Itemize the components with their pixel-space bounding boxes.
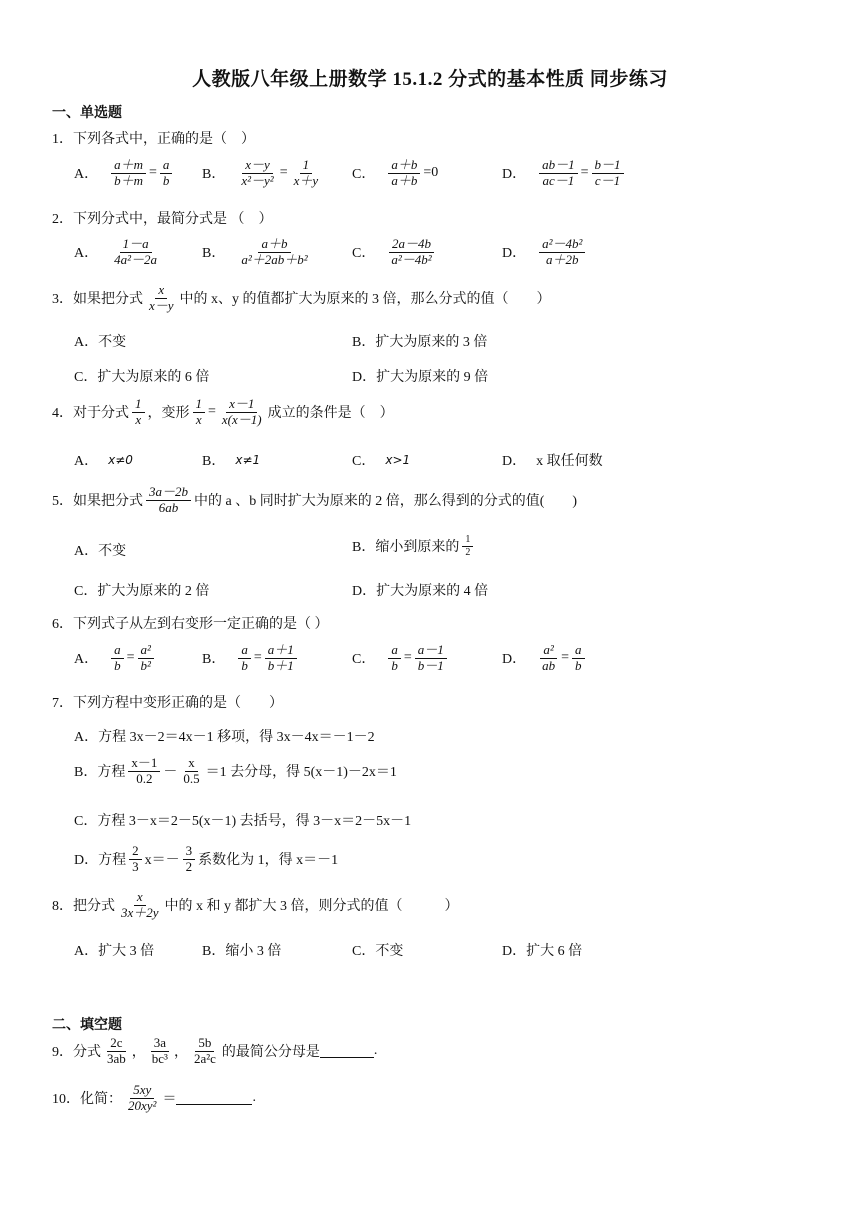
fraction: $\frac{x}{3x+2y}$ — [121, 889, 159, 920]
option-label: B． — [202, 167, 226, 183]
option-label: A． — [74, 246, 99, 262]
option-text: D．方程 — [74, 853, 127, 869]
equals-sign: = — [149, 165, 157, 181]
answer-blank[interactable] — [320, 1045, 374, 1058]
fraction: $\frac{3a}{\text{bc³}}$ — [151, 1035, 168, 1066]
minus-sign: － — [163, 765, 178, 781]
fraction: $\frac{a}{b}$ — [572, 643, 585, 674]
fraction: $\frac{x}{x-y}$ — [149, 282, 174, 313]
fraction: $\frac{2}{3}$ — [129, 844, 142, 875]
option-label: C． — [352, 454, 376, 469]
q5-option-d[interactable]: D．扩大为原来的 4 倍 — [352, 584, 489, 599]
q1-option-c[interactable] — [352, 158, 438, 189]
fraction: $\frac{b-1}{c-1}$ — [592, 158, 624, 189]
option-label: C． — [352, 167, 376, 183]
option-label: D． — [502, 167, 527, 183]
q6-option-a[interactable]: A． $\frac{a}{b}$ = $\frac{\text{a²}}{\text{b²}}$ — [74, 643, 157, 674]
q4-option-a[interactable] — [74, 450, 133, 470]
q8-option-b[interactable]: B．缩小 3 倍 — [202, 944, 282, 959]
q1-option-d[interactable] — [502, 158, 627, 189]
q6-option-c[interactable]: C． $\frac{a}{b}$ = $\frac{a-1}{b-1}$ — [352, 643, 450, 674]
q4-option-d[interactable] — [502, 450, 603, 470]
option-text: ＝1 去分母，得 5(x－1)－2x＝1 — [205, 765, 397, 781]
q3-option-d[interactable]: D．扩大为原来的 9 倍 — [352, 370, 489, 385]
fraction: $\frac{a+m}{b+m}$ — [111, 158, 146, 189]
q2-option-d[interactable] — [502, 237, 588, 268]
question-8-stem: 8．把分式 $\frac{x}{3x+2y}$ 中的 x 和 y 都扩大 3 倍，则分式的值（ ） — [52, 889, 459, 920]
equals-sign: = — [279, 165, 288, 181]
option-label: A． — [74, 454, 99, 469]
question-4-stem: 4．对于分式 $\frac{1}{x}$ ，变形 $\frac{1}{x}$ = $\frac{x-1}{x(x-1)}$ 成立的条件是（ ） — [52, 396, 394, 427]
q7-option-d[interactable] — [74, 844, 338, 875]
q1-option-b[interactable] — [202, 158, 324, 189]
q8-option-d[interactable]: D．扩大 6 倍 — [502, 944, 583, 959]
equals-zero: =0 — [423, 165, 439, 181]
fraction: $\frac{1}{x}$ — [132, 397, 145, 428]
option-text: x 取任何数 — [536, 454, 603, 469]
option-text: B．方程 — [74, 765, 126, 781]
option-text: B．缩小到原来的 — [352, 540, 460, 555]
option-label: B． — [202, 652, 226, 668]
q4-option-c[interactable] — [352, 450, 410, 470]
fraction: $\frac{1}{x+y}$ — [293, 157, 319, 188]
question-1-stem: 1．下列各式中，正确的是（ ） — [52, 132, 255, 147]
fraction: $\frac{5xy}{\text{20xy²}}$ — [128, 1082, 157, 1113]
fraction: $\frac{ab-1}{ac-1}$ — [539, 158, 578, 189]
q8-option-c[interactable]: C．不变 — [352, 944, 404, 959]
option-label: D． — [502, 652, 527, 668]
fraction: $\frac{1-a}{\text{4a²－2a}}$ — [114, 236, 158, 267]
fraction: $\frac{a+b}{a+b}$ — [388, 158, 420, 189]
fraction: $\frac{a+b}{\text{a²＋2ab＋b²}}$ — [241, 236, 308, 267]
q8-option-a[interactable]: A．扩大 3 倍 — [74, 944, 155, 959]
option-label: D． — [502, 246, 527, 262]
fraction: $\frac{3}{2}$ — [183, 844, 196, 875]
fraction: $\frac{1}{2}$ — [462, 534, 473, 558]
question-7-stem: 7．下列方程中变形正确的是（ ） — [52, 696, 283, 711]
fraction: $\frac{a-1}{b-1}$ — [415, 643, 447, 674]
q2-option-c[interactable] — [352, 237, 438, 268]
option-text: x>1 — [385, 453, 411, 467]
q3-option-c[interactable]: C．扩大为原来的 6 倍 — [74, 370, 210, 385]
fraction: $\frac{a}{b}$ — [388, 643, 401, 674]
fraction: $\frac{x-1}{x(x-1)}$ — [221, 396, 262, 427]
question-9-stem: 9．分式 $\frac{2c}{3ab}$ ， $\frac{3a}{\text{bc³}}$ ， $\frac{5b}{\text{2a²c}}$ 的最简公分母是 . — [52, 1035, 378, 1066]
option-text: 系数化为 1，得 x＝－1 — [198, 853, 339, 869]
q5-option-a[interactable]: A．不变 — [74, 544, 127, 559]
section-heading-fill-blank: 二、填空题 — [52, 1018, 122, 1033]
question-10-stem: 10．化简： $\frac{5xy}{\text{20xy²}}$ ＝ . — [52, 1082, 256, 1113]
fraction: $\frac{a}{b}$ — [160, 158, 173, 189]
option-text: x≠0 — [108, 453, 133, 467]
answer-blank[interactable] — [176, 1092, 252, 1105]
fraction: $\frac{2a-4b}{\text{a²－4b²}}$ — [388, 237, 434, 268]
option-label: A． — [74, 167, 99, 183]
option-label: B． — [202, 454, 226, 469]
fraction: $\frac{5b}{\text{2a²c}}$ — [193, 1035, 216, 1066]
fraction: $\frac{3a-2b}{6ab}$ — [146, 485, 191, 516]
question-3-stem: 3．如果把分式 $\frac{x}{x-y}$ 中的 x、y 的值都扩大为原来的 3 倍，那么分式的值（ ） — [52, 282, 551, 313]
question-5-stem: 5．如果把分式 $\frac{3a-2b}{6ab}$ 中的 a 、b 同时扩大为原来的 2 倍，那么得到的分式的值( ) — [52, 484, 578, 515]
q6-option-b[interactable]: B． $\frac{a}{b}$ = $\frac{a+1}{b+1}$ — [202, 643, 300, 674]
fraction: $\frac{a}{b}$ — [111, 643, 124, 674]
q5-option-c[interactable]: C．扩大为原来的 2 倍 — [74, 584, 210, 599]
fraction: $\frac{\text{a²－4b²}}{a+2b}$ — [539, 237, 585, 268]
q2-option-b[interactable] — [202, 237, 314, 268]
option-label: D． — [502, 454, 527, 469]
q7-option-c[interactable]: C．方程 3－x＝2－5(x－1) 去括号，得 3－x＝2－5x－1 — [74, 814, 412, 829]
fraction: $\frac{x}{0.5}$ — [183, 755, 200, 786]
fraction: $\frac{1}{x}$ — [193, 397, 206, 428]
fraction: $\frac{\text{a²}}{ab}$ — [542, 642, 556, 673]
fraction: $\frac{x-1}{0.2}$ — [128, 756, 160, 787]
q5-option-b[interactable] — [352, 534, 476, 558]
fraction: $\frac{2c}{3ab}$ — [107, 1035, 126, 1066]
question-2-stem: 2．下列分式中，最简分式是 （ ） — [52, 212, 273, 227]
q7-option-b[interactable] — [74, 756, 397, 787]
q3-option-a[interactable]: A．不变 — [74, 335, 127, 350]
q6-option-d[interactable]: D． $\frac{\text{a²}}{ab}$ = $\frac{a}{b}$ — [502, 643, 588, 674]
page-title: 人教版八年级上册数学 15.1.2 分式的基本性质 同步练习 — [192, 69, 668, 90]
option-label: C． — [352, 246, 376, 262]
fraction: $\frac{x-y}{\text{x²－y²}}$ — [241, 157, 274, 188]
q3-option-b[interactable]: B．扩大为原来的 3 倍 — [352, 335, 488, 350]
option-text: x≠1 — [235, 453, 261, 467]
q2-option-a[interactable] — [74, 237, 163, 268]
q4-option-b[interactable] — [202, 450, 260, 470]
option-text: x＝－ — [144, 853, 180, 869]
option-label: C． — [352, 652, 376, 668]
q1-option-a[interactable] — [74, 158, 175, 189]
fraction: $\frac{\text{a²}}{\text{b²}}$ — [138, 643, 154, 674]
section-heading-single-choice: 一、单选题 — [52, 106, 122, 121]
q7-option-a[interactable]: A．方程 3x－2＝4x－1 移项，得 3x－4x＝－1－2 — [74, 730, 375, 745]
fraction: $\frac{a+1}{b+1}$ — [265, 643, 297, 674]
fraction: $\frac{a}{b}$ — [238, 643, 251, 674]
question-6-stem: 6．下列式子从左到右变形一定正确的是（ ） — [52, 617, 329, 632]
option-label: B． — [202, 246, 226, 262]
equals-sign: = — [580, 165, 589, 181]
option-label: A． — [74, 652, 99, 668]
